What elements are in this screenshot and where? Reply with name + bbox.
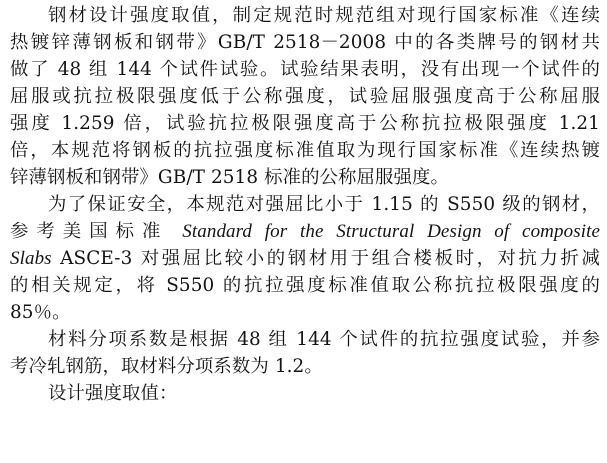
paragraph-1-line-6: 倍，本规范将钢板的抗拉强度标准值取为现行国家标准《连续热镀 — [10, 140, 600, 161]
paragraph-2-line-3 — [10, 245, 600, 272]
paragraph-2-line-2-lead: 参考美国标准 — [10, 221, 169, 242]
paragraph-2-line-5: 85％。 — [10, 302, 71, 323]
paragraph-2-line-2 — [10, 218, 600, 245]
paragraph-1-line-2: 热镀锌薄钢板和钢带》GB/T 2518－2008 中的各类牌号的钢材共 — [10, 32, 600, 53]
paragraph-3-line-1: 材料分项系数是根据 48 组 144 个试件的抗拉强度试验，并参 — [48, 329, 600, 350]
paragraph-2-line-4: 的相关规定，将 S550 的抗拉强度标准值取公称抗拉极限强度的 — [10, 275, 600, 296]
paragraph-1-line-1: 钢材设计强度取值，制定规范时规范组对现行国家标准《连续 — [48, 5, 600, 26]
standard-title-part-1: Standard for the Structural Design of composite — [182, 221, 600, 242]
paragraph-1-line-7: 锌薄钢板和钢带》GB/T 2518 标准的公称屈服强度。 — [10, 167, 449, 188]
paragraph-3-line-2: 考冷轧钢筋，取材料分项系数为 1.2。 — [10, 356, 323, 377]
standard-title-part-2: Slabs — [10, 248, 52, 269]
paragraph-2-line-3-rest: ASCE-3 对强屈比较小的钢材用于组合楼板时，对抗力折减 — [60, 248, 600, 269]
paragraph-1-line-3: 做了 48 组 144 个试件试验。试验结果表明，没有出现一个试件的 — [10, 59, 600, 80]
paragraph-1-line-5: 强度 1.259 倍，试验抗拉极限强度高于公称抗拉极限强度 1.21 — [10, 113, 600, 134]
paragraph-1-line-4: 屈服或抗拉极限强度低于公称强度，试验屈服强度高于公称屈服 — [10, 86, 600, 107]
paragraph-2-line-1: 为了保证安全，本规范对强屈比小于 1.15 的 S550 级的钢材， — [48, 194, 600, 215]
section-heading-design-strength: 设计强度取值： — [48, 383, 178, 404]
